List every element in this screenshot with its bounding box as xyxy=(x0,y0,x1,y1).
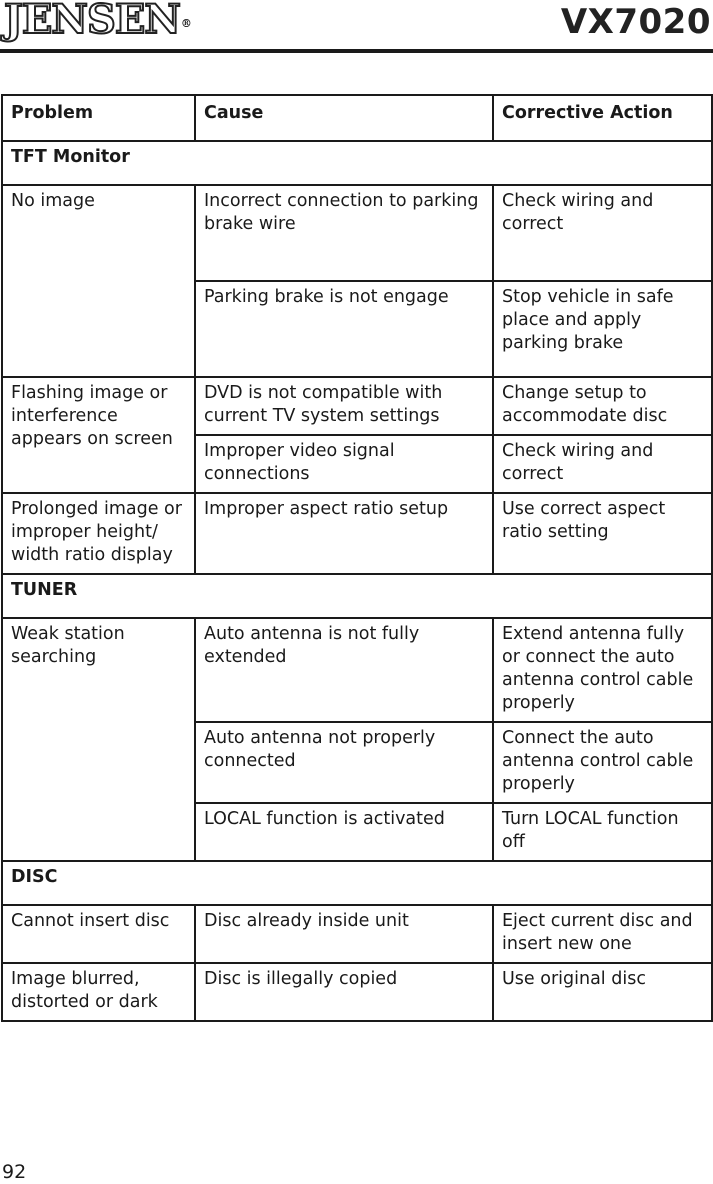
page-header xyxy=(0,0,713,55)
column-header-cause: Cause xyxy=(195,95,493,141)
cause-cell: Auto antenna not properly connected xyxy=(195,722,493,803)
action-cell: Extend antenna fully or connect the auto antenna control cable properly xyxy=(493,618,712,722)
cause-cell: Auto antenna is not fully extended xyxy=(195,618,493,722)
action-cell: Eject current disc and insert new one xyxy=(493,905,712,963)
action-cell: Use correct aspect ratio setting xyxy=(493,493,712,574)
problem-cell: Weak station searching xyxy=(2,618,195,861)
table-row xyxy=(2,963,712,1021)
problem-cell: Prolonged image or improper height/ width ratio display xyxy=(2,493,195,574)
section-title: DISC xyxy=(2,861,712,905)
action-cell: Use original disc xyxy=(493,963,712,1021)
problem-cell: No image xyxy=(2,185,195,377)
action-cell: Check wiring and correct xyxy=(493,185,712,281)
cause-cell: LOCAL function is activated xyxy=(195,803,493,861)
column-header-action: Corrective Action xyxy=(493,95,712,141)
table-row xyxy=(2,905,712,963)
problem-cell: Image blurred, distorted or dark xyxy=(2,963,195,1021)
column-header-problem: Problem xyxy=(2,95,195,141)
section-title: TFT Monitor xyxy=(2,141,712,185)
cause-cell: Improper video signal connections xyxy=(195,435,493,493)
table-row xyxy=(2,618,712,722)
header-divider xyxy=(0,49,713,53)
table-row xyxy=(2,493,712,574)
action-cell: Check wiring and correct xyxy=(493,435,712,493)
action-cell: Turn LOCAL function off xyxy=(493,803,712,861)
model-number: VX7020 xyxy=(560,2,711,42)
section-row-disc xyxy=(2,861,712,905)
table-row xyxy=(2,185,712,281)
action-cell: Connect the auto antenna control cable properly xyxy=(493,722,712,803)
cause-cell: DVD is not compatible with current TV system settings xyxy=(195,377,493,435)
page-number: 92 xyxy=(2,1161,27,1183)
action-cell: Change setup to accommodate disc xyxy=(493,377,712,435)
cause-cell: Parking brake is not engage xyxy=(195,281,493,377)
cause-cell: Disc already inside unit xyxy=(195,905,493,963)
cause-cell: Disc is illegally copied xyxy=(195,963,493,1021)
section-title: TUNER xyxy=(2,574,712,618)
problem-cell: Cannot insert disc xyxy=(2,905,195,963)
problem-cell: Flashing image or interference appears on screen xyxy=(2,377,195,493)
action-cell: Stop vehicle in safe place and apply parking brake xyxy=(493,281,712,377)
troubleshooting-table xyxy=(1,94,713,1022)
section-row-tft-monitor xyxy=(2,141,712,185)
cause-cell: Incorrect connection to parking brake wire xyxy=(195,185,493,281)
cause-cell: Improper aspect ratio setup xyxy=(195,493,493,574)
table-row xyxy=(2,377,712,435)
section-row-tuner xyxy=(2,574,712,618)
jensen-logo: JENSEN® xyxy=(4,0,191,43)
table-header-row xyxy=(2,95,712,141)
